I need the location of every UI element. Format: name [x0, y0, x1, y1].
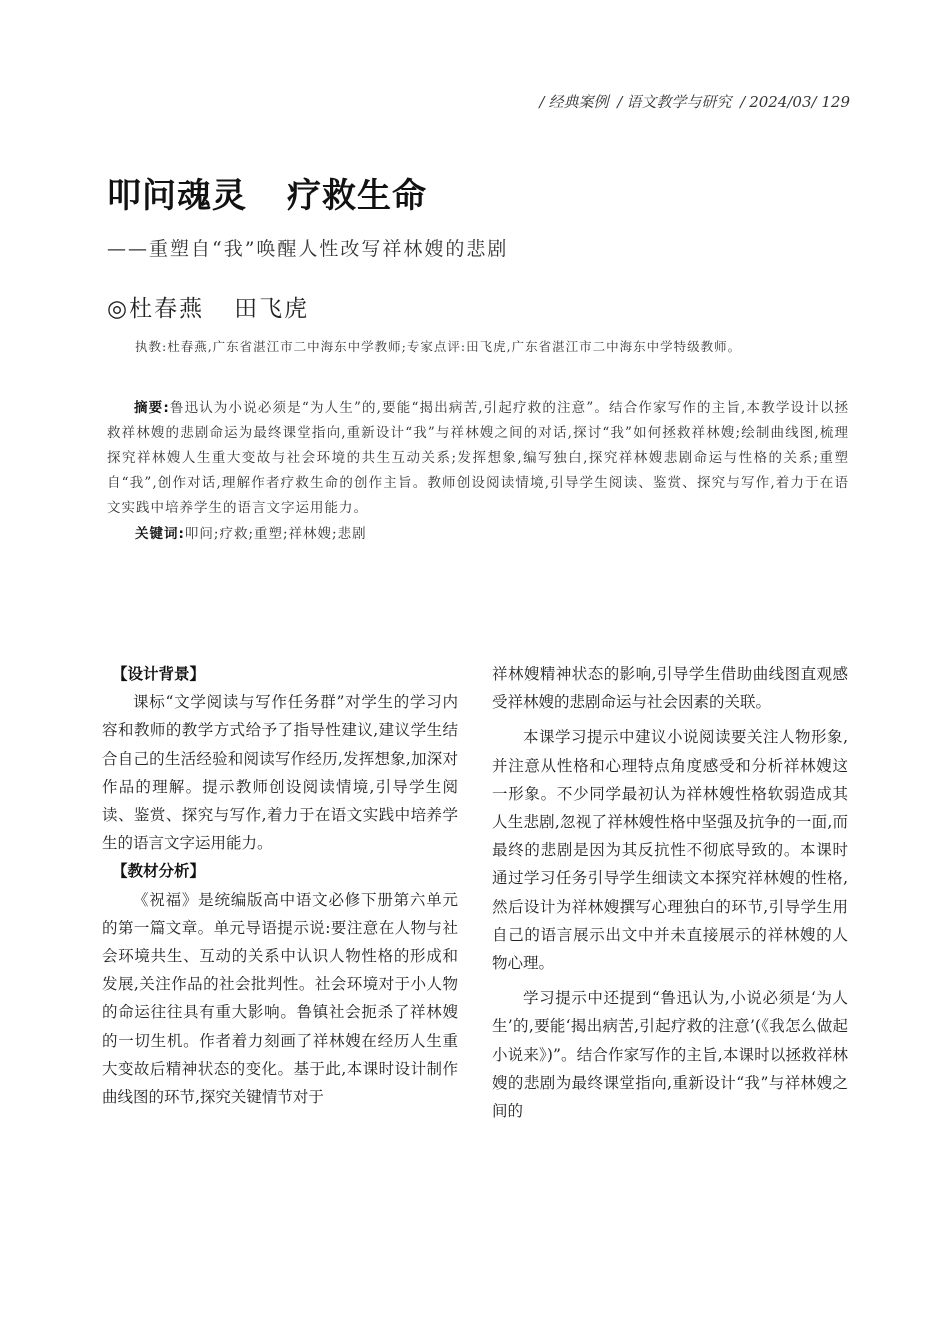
header-separator: /	[617, 93, 623, 111]
body-column-right	[492, 660, 848, 1125]
paragraph-material-continued: 祥林嫂精神状态的影响,引导学生借助曲线图直观感受祥林嫂的悲剧命运与社会因素的关联。	[492, 665, 848, 712]
article-title	[107, 168, 427, 217]
header-journal: 语文教学与研究	[626, 93, 732, 111]
author-note: 执教:杜春燕,广东省湛江市二中海东中学教师;专家点评:田飞虎,广东省湛江市二中海东中学特级教师。	[135, 339, 742, 354]
abstract-text: 鲁迅认为小说必须是“为人生”的,要能“揭出病苦,引起疗救的注意”。结合作家写作的主旨,本教学设计以拯救祥林嫂的悲剧命运为最终课堂指向,重新设计“我”与祥林嫂之间的对话,探讨“我”如何拯救祥林嫂;绘制曲线图,梳理探究祥林嫂人生重大变故与社会环境的共生互动关系;发挥想象,编写独白,探究祥林嫂悲剧命运与性格的关系;重塑自“我”,创作对话,理解作者疗救生命的创作主旨。教师创设阅读情境,引导学生阅读、鉴赏、探究与写作,着力于在语文实践中培养学生的语言文字运用能力。	[107, 400, 849, 516]
keywords-label: 关键词:	[135, 526, 185, 542]
keywords-text: 叩问;疗救;重塑;祥林嫂;悲剧	[184, 526, 367, 542]
article-subtitle: ——重塑自“我”唤醒人性改写祥林嫂的悲剧	[107, 238, 509, 260]
header-issue: 2024/03/	[749, 93, 817, 111]
running-header	[535, 91, 850, 112]
section-heading-background: 【设计背景】	[112, 665, 206, 683]
header-page-number: 129	[821, 93, 850, 111]
header-separator: /	[539, 93, 545, 111]
author-line	[107, 290, 309, 323]
section-heading-material: 【教材分析】	[112, 862, 206, 881]
abstract-label: 摘要:	[134, 400, 170, 416]
header-separator: /	[740, 93, 746, 111]
paragraph-background: 课标“文学阅读与写作任务群”对学生的学习内容和教师的教学方式给予了指导性建议,建议学生结合自己的生活经验和阅读写作经历,发挥想象,加深对作品的理解。提示教师创设阅读情境,引导学生阅读、鉴赏、探究与写作,着力于在语文实践中培养学生的语言文字运用能力。	[102, 693, 458, 853]
header-column: 经典案例	[548, 93, 609, 111]
abstract	[107, 396, 849, 521]
keywords	[135, 522, 367, 542]
paragraph-tips: 学习提示中还提到“鲁迅认为,小说必须是‘为人生’的,要能‘揭出病苦,引起疗救的注意’(《我怎么做起小说来》)”。结合作家写作的主旨,本课时以拯救祥林嫂的悲剧为最终课堂指向,重新设计“我”与祥林嫂之间的	[492, 989, 848, 1121]
title-part-2: 疗救生命	[287, 176, 427, 216]
paragraph-character: 本课学习提示中建议小说阅读要关注人物形象,并注意从性格和心理特点角度感受和分析祥林嫂这一形象。不少同学最初认为祥林嫂性格软弱造成其人生悲剧,忽视了祥林嫂性格中坚强及抗争的一面,而最终的悲剧是因为其反抗性不彻底导致的。本课时通过学习任务引导学生细读文本探究祥林嫂的性格,然后设计为祥林嫂撰写心理独白的环节,引导学生用自己的语言展示出文中并未直接展示的祥林嫂的人物心理。	[492, 728, 848, 973]
title-part-1: 叩问魂灵	[107, 176, 247, 216]
author-1: 杜春燕	[129, 296, 205, 322]
paragraph-material: 《祝福》是统编版高中语文必修下册第六单元的第一篇文章。单元导语提示说:要注意在人物与社会环境共生、互动的关系中认识人物性格的形成和发展,关注作品的社会批判性。社会环境对于小人物的命运往往具有重大影响。鲁镇社会扼杀了祥林嫂的一切生机。作者着力刻画了祥林嫂在经历人生重大变故后精神状态的变化。基于此,本课时设计制作曲线图的环节,探究关键情节对于	[102, 890, 458, 1107]
author-2: 田飞虎	[234, 296, 310, 322]
author-mark: ◎	[107, 296, 130, 322]
body-column-left	[102, 660, 458, 1111]
